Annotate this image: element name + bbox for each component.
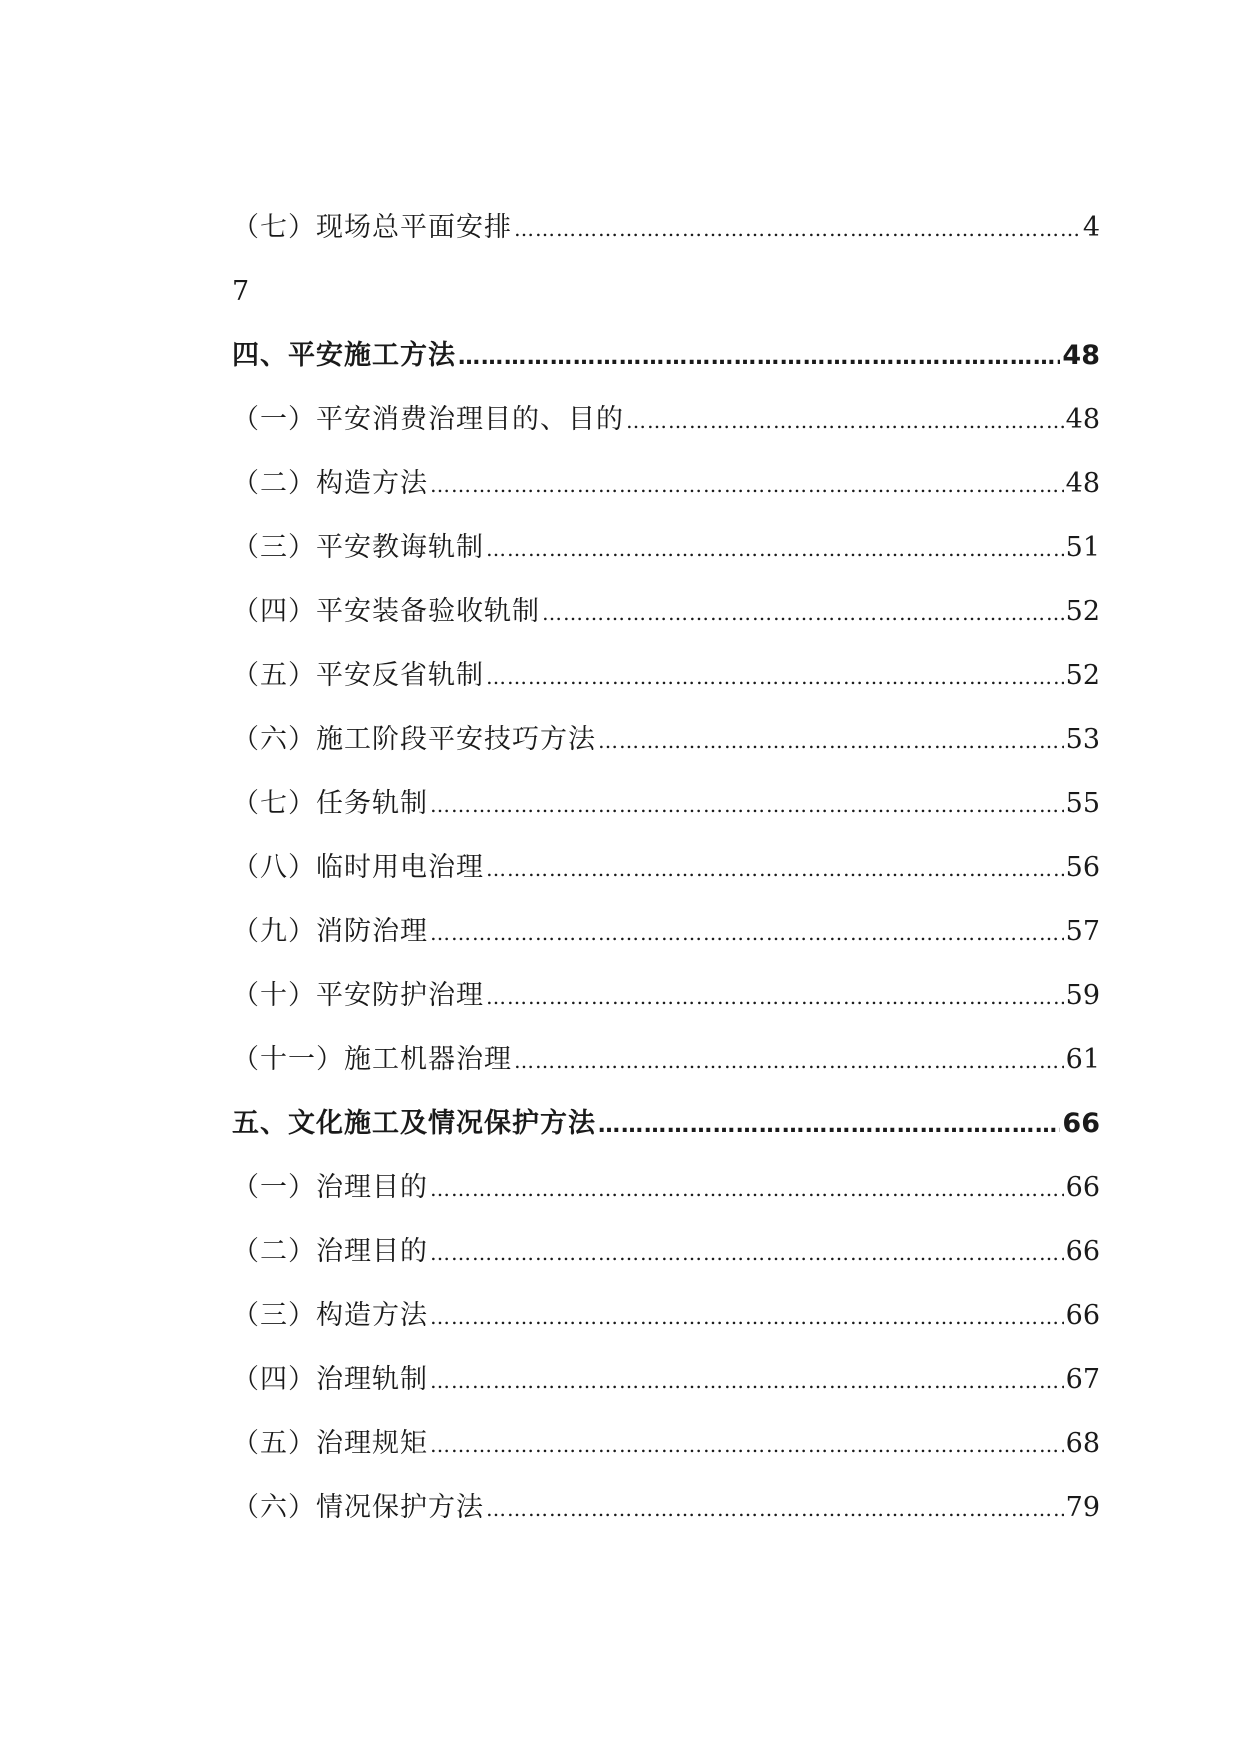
toc-entry-title: （一）治理目的 (232, 1172, 428, 1203)
toc-entry-page: 51 (1065, 532, 1100, 563)
toc-entry-page: 66 (1065, 1300, 1100, 1331)
toc-entry-page: 66 (1065, 1172, 1100, 1203)
toc-entry[interactable] (232, 580, 1100, 644)
toc-entry-page: 48 (1065, 404, 1100, 435)
toc-entry-title: （六）情况保护方法 (232, 1492, 484, 1523)
toc-entry-title: （五）平安反省轨制 (232, 660, 484, 691)
toc-leader-dots (430, 452, 1064, 517)
toc-entry[interactable] (232, 388, 1100, 452)
toc-entry[interactable] (232, 1476, 1100, 1540)
toc-entry[interactable] (232, 644, 1100, 708)
toc-leader-dots (430, 1412, 1064, 1477)
toc-entry[interactable] (232, 964, 1100, 1028)
toc-leader-dots (514, 1028, 1064, 1093)
toc-entry-title: （四）治理轨制 (232, 1364, 428, 1395)
toc-entry-page: 55 (1065, 788, 1100, 819)
toc-leader-dots (542, 580, 1064, 645)
toc-leader-dots (458, 324, 1060, 390)
table-of-contents (232, 196, 1100, 1540)
toc-entry-title: 五、文化施工及情况保护方法 (232, 1108, 596, 1139)
toc-leader-dots (430, 1156, 1064, 1221)
toc-entry-page: 59 (1065, 980, 1100, 1011)
toc-entry-title: （三）平安教诲轨制 (232, 532, 484, 563)
toc-leader-dots (486, 644, 1064, 709)
toc-entry[interactable] (232, 516, 1100, 580)
toc-entry[interactable] (232, 452, 1100, 516)
toc-entry-title: （七）现场总平面安排 (232, 212, 512, 243)
toc-section-heading[interactable] (232, 1092, 1100, 1156)
toc-entry[interactable] (232, 1220, 1100, 1284)
toc-leader-dots (598, 708, 1064, 773)
toc-entry[interactable] (232, 1348, 1100, 1412)
toc-entry-page: 52 (1065, 660, 1100, 691)
toc-entry-page: 66 (1062, 1108, 1100, 1139)
toc-leader-dots (486, 516, 1064, 581)
toc-leader-dots (486, 1476, 1064, 1541)
toc-entry[interactable] (232, 836, 1100, 900)
toc-entry-title: （九）消防治理 (232, 916, 428, 947)
toc-entry-title: （五）治理规矩 (232, 1428, 428, 1459)
toc-section-heading[interactable] (232, 324, 1100, 388)
toc-entry[interactable] (232, 1284, 1100, 1348)
toc-entry-title: （七）任务轨制 (232, 788, 428, 819)
toc-entry-wrapped[interactable] (232, 196, 1100, 260)
toc-leader-dots (626, 388, 1064, 453)
toc-leader-dots (430, 1284, 1064, 1349)
toc-entry[interactable] (232, 1028, 1100, 1092)
toc-entry-page: 68 (1065, 1428, 1100, 1459)
toc-entry-title: （十一）施工机器治理 (232, 1044, 512, 1075)
toc-entry-title: （一）平安消费治理目的、目的 (232, 404, 624, 435)
toc-leader-dots (486, 836, 1064, 901)
toc-entry-page: 48 (1065, 468, 1100, 499)
toc-entry[interactable] (232, 1156, 1100, 1220)
toc-entry-page: 61 (1065, 1044, 1100, 1075)
toc-leader-dots (430, 900, 1064, 965)
toc-entry-page: 48 (1062, 340, 1100, 371)
toc-leader-dots (430, 1220, 1064, 1285)
toc-entry-title: （六）施工阶段平安技巧方法 (232, 724, 596, 755)
toc-entry-page: 67 (1065, 1364, 1100, 1395)
toc-leader-dots (598, 1092, 1060, 1158)
toc-entry-title: （二）构造方法 (232, 468, 428, 499)
toc-leader-dots (486, 964, 1064, 1029)
toc-entry-page: 66 (1065, 1236, 1100, 1267)
toc-entry[interactable] (232, 708, 1100, 772)
toc-entry-title: 四、平安施工方法 (232, 340, 456, 371)
toc-entry-page: 4 (1082, 212, 1100, 243)
toc-entry-title: （十）平安防护治理 (232, 980, 484, 1011)
toc-entry-page: 52 (1065, 596, 1100, 627)
toc-entry-title: （二）治理目的 (232, 1236, 428, 1267)
toc-entry-title: （三）构造方法 (232, 1300, 428, 1331)
toc-leader-dots (430, 1348, 1064, 1413)
toc-entry-title: （八）临时用电治理 (232, 852, 484, 883)
toc-entry-list (232, 324, 1100, 1540)
toc-leader-dots (514, 196, 1081, 261)
toc-entry-page: 53 (1065, 724, 1100, 755)
toc-entry[interactable] (232, 900, 1100, 964)
toc-entry-page: 57 (1065, 916, 1100, 947)
toc-entry[interactable] (232, 772, 1100, 836)
toc-entry[interactable] (232, 1412, 1100, 1476)
toc-entry-page-continuation: 7 (232, 276, 250, 307)
toc-entry-page: 79 (1065, 1492, 1100, 1523)
toc-leader-dots (430, 772, 1064, 837)
toc-entry-title: （四）平安装备验收轨制 (232, 596, 540, 627)
toc-entry-page: 56 (1065, 852, 1100, 883)
